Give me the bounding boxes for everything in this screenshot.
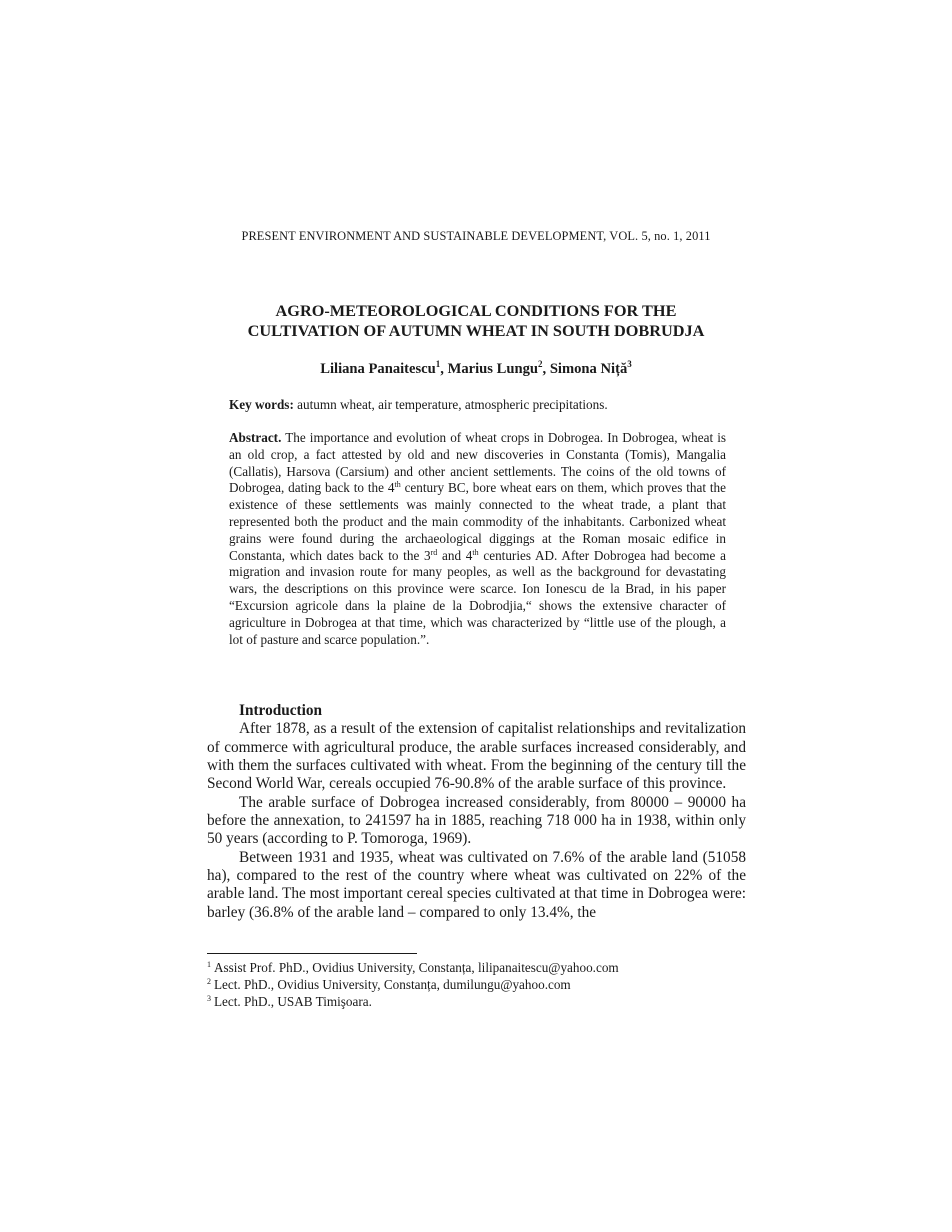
body-paragraph: Between 1931 and 1935, wheat was cultivated on 7.6% of the arable land (51058 ha), compared to the rest of the country where wheat was cultivated on 22% of the arable land. The most important cereal species cultivated at that time in Dobrogea were: barley (36.8% of the arable land – compared to only 13.4%, the <box>207 848 746 921</box>
author-name: Liliana Panaitescu <box>320 361 436 377</box>
title-line-2: CULTIVATION OF AUTUMN WHEAT IN SOUTH DOBRUDJA <box>247 321 705 340</box>
section-heading: Introduction <box>239 702 323 719</box>
body-paragraph: After 1878, as a result of the extension of capitalist relationships and revitalization of commerce with agricultural produce, the arable surfaces increased considerably, and with them the surfaces cultivated with wheat. From the beginning of the century till the Second World War, cereals occupied 76-90.8% of the arable surface of this province. <box>207 720 746 793</box>
abstract-text: century BC, bore wheat ears on them, which proves that the existence of these settlements was mainly connected to the wheat trade, a plant that represented both the product and the main commodity of the inhabitants. Carbonized wheat grains were found during the archaeological diggings at the Roman mosaic edifice in Constanta, which dates back to the 3 <box>229 480 726 563</box>
affiliation-mark: 1 <box>435 359 441 369</box>
footnote-divider <box>207 953 417 954</box>
footnote <box>207 976 746 993</box>
footnote <box>207 959 746 976</box>
title-line-1: AGRO-METEOROLOGICAL CONDITIONS FOR THE <box>275 301 677 320</box>
abstract-text: The importance and evolution of wheat crops in Dobrogea. In Dobrogea, wheat is an old crop, a fact attested by old and new discoveries in Constanta (Tomis), Mangalia (Callatis), Harsova (Carsium) and other ancient settlements. The coins of the old towns of Dobrogea, dating back to the 4 <box>229 430 726 496</box>
footnotes <box>207 959 746 1010</box>
footnote-text: Lect. PhD., USAB Timişoara. <box>214 994 372 1009</box>
ordinal-suffix: th <box>394 480 401 490</box>
author-list <box>0 361 952 378</box>
footnote-mark: 1 <box>207 960 211 969</box>
abstract <box>229 430 726 648</box>
abstract-label: Abstract. <box>229 430 282 445</box>
paper-title <box>0 301 952 341</box>
keywords-text: autumn wheat, air temperature, atmospheric precipitations. <box>293 397 608 412</box>
footnote <box>207 993 746 1010</box>
affiliation-mark: 2 <box>538 359 543 369</box>
abstract-text: centuries AD. After Dobrogea had become a migration and invasion route for many peoples, as well as the background for devastating wars, the descriptions on this province were scarce. Ion Ionescu de la Brad, in his paper “Excursion agricole dans la plaine de la Dobrodjia,“ shows the extensive character of agriculture in Dobrogea at that time, which was characterized by “little use of the plough, a lot of pasture and scarce population.”. <box>229 547 726 647</box>
abstract-text: and 4 <box>437 547 473 563</box>
author-separator: , <box>440 361 448 377</box>
keywords-label: Key words: <box>229 397 294 412</box>
running-head: PRESENT ENVIRONMENT AND SUSTAINABLE DEVELOPMENT, VOL. 5, no. 1, 2011 <box>241 229 711 243</box>
footnote-text: Assist Prof. PhD., Ovidius University, Constanța, lilipanaitescu@yahoo.com <box>214 960 619 975</box>
footnote-mark: 3 <box>207 994 211 1003</box>
footnote-mark: 2 <box>207 977 211 986</box>
ordinal-suffix: rd <box>430 547 438 557</box>
affiliation-mark: 3 <box>627 359 632 369</box>
ordinal-suffix: th <box>472 547 479 557</box>
footnote-text: Lect. PhD., Ovidius University, Constanța, dumilungu@yahoo.com <box>214 977 571 992</box>
keywords <box>229 397 726 413</box>
author-name: Marius Lungu <box>447 361 539 377</box>
body-paragraph: The arable surface of Dobrogea increased considerably, from 80000 – 90000 ha before the annexation, to 241597 ha in 1885, reaching 718 000 ha in 1938, within only 50 years (according to P. Tomoroga, 1969). <box>207 793 746 848</box>
author-separator: , <box>542 361 550 377</box>
introduction-section <box>207 702 746 922</box>
author-name: Simona Niță <box>549 361 628 377</box>
